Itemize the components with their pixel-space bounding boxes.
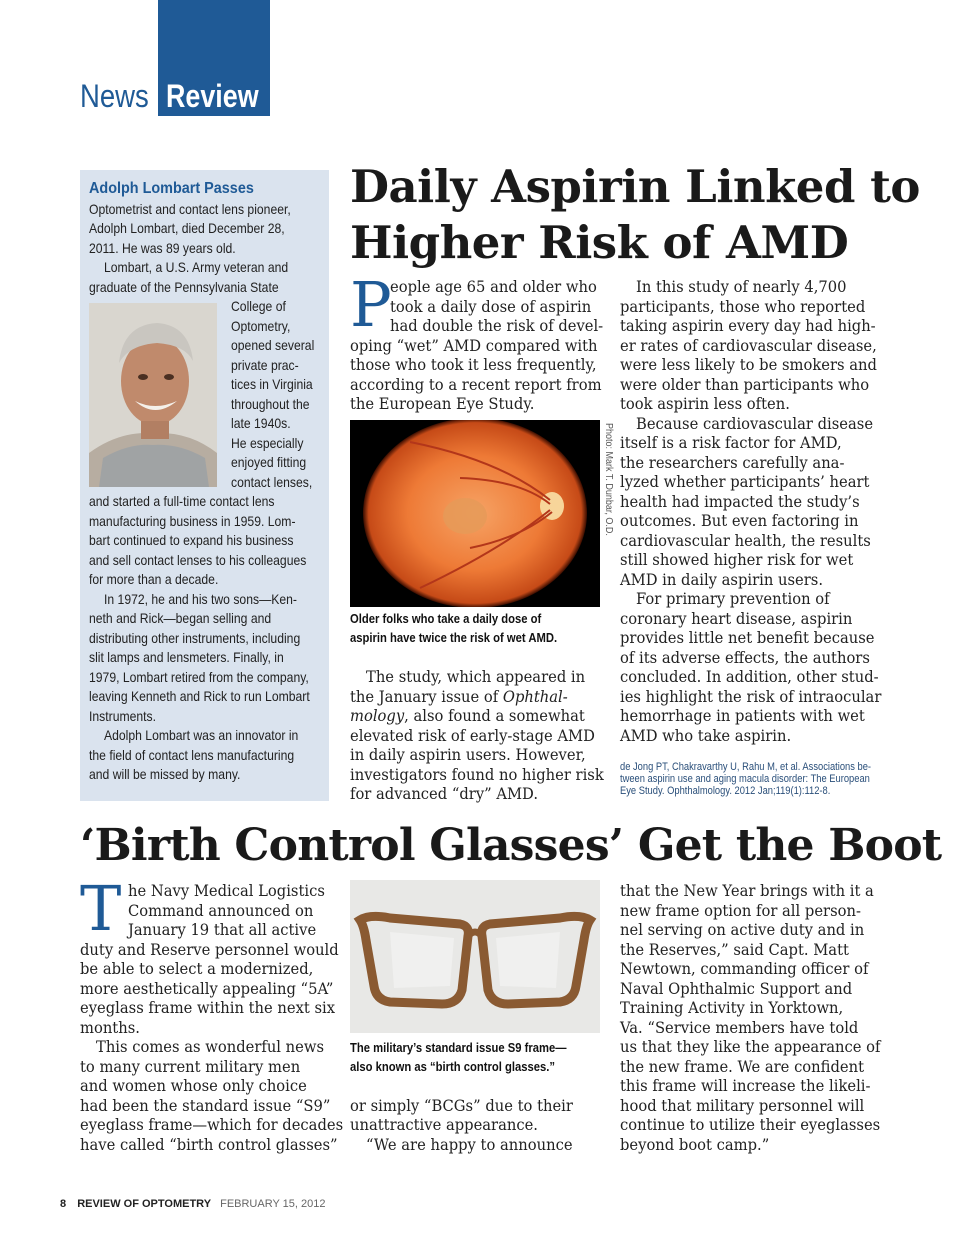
photo-credit: Photo: Mark T. Dunbar, O.D. [603, 423, 614, 536]
article2-line: more aesthetically appealing “5A” [80, 979, 334, 998]
article1-col2-line: taking aspirin every day had high- [620, 316, 876, 335]
article1-line: for advanced “dry” AMD. [350, 784, 539, 803]
article1-line: those who took it less frequently, [350, 355, 597, 374]
page-footer [60, 1198, 325, 1210]
sidebar-line: leaving Kenneth and Rick to run Lombart [89, 688, 310, 704]
sidebar-line: He especially [231, 435, 304, 451]
article1-col2-line: concluded. In addition, other stud- [620, 667, 879, 686]
article2-col3-line: the new frame. We are confident [620, 1057, 865, 1076]
sidebar-line: Optometrist and contact lens pioneer, [89, 201, 291, 217]
article1-dropcap: P [350, 268, 392, 341]
article1-col2-line: itself is a risk factor for AMD, [620, 433, 842, 452]
article2-line: had been the standard issue “S9” [80, 1096, 331, 1115]
article2-col3-line: us that they like the appearance of [620, 1037, 881, 1056]
sidebar-line: manufacturing business in 1959. Lom- [89, 513, 296, 529]
sidebar-line: tices in Virginia [231, 376, 313, 392]
citation-line: Eye Study. Ophthalmology. 2012 Jan;119(1):112-8. [620, 785, 831, 797]
sidebar-line: Lombart, a U.S. Army veteran and [104, 259, 289, 275]
portrait-illustration [89, 303, 217, 487]
article1-col2-line: lyzed whether participants’ heart [620, 472, 870, 491]
sidebar-line: bart continued to expand his business [89, 532, 294, 548]
article1-col2-line: took aspirin less often. [620, 394, 790, 413]
glasses-illustration [350, 880, 600, 1033]
fundus-caption-line: Older folks who take a daily dose of [350, 612, 542, 626]
sidebar-line: College of [231, 298, 286, 314]
sidebar-line: slit lamps and lensmeters. Finally, in [89, 649, 284, 665]
sidebar-line: neth and Rick—began selling and [89, 610, 272, 626]
article1-col2-line: were less likely to be smokers and [620, 355, 877, 374]
article1-col2-line: cardiovascular health, the results [620, 531, 871, 550]
citation-line: tween aspirin use and aging macula disorder: The European [620, 773, 870, 785]
article1-line: the European Eye Study. [350, 394, 535, 413]
sidebar-line: enjoyed fitting [231, 454, 307, 470]
article2-col3-line: Newtown, commanding officer of [620, 959, 869, 978]
article1-line: mology, also found a somewhat [350, 706, 585, 725]
sidebar-line: the field of contact lens manufacturing [89, 747, 295, 763]
article2-line: This comes as wonderful news [96, 1037, 325, 1056]
sidebar-line: and started a full-time contact lens [89, 493, 275, 509]
article2-line: to many current military men [80, 1057, 301, 1076]
article2-line: eyeglass frame—which for decades [80, 1115, 344, 1134]
citation-line: de Jong PT, Chakravarthy U, Rahu M, et al. Associations be- [620, 761, 872, 773]
fundus-photo [350, 420, 600, 607]
sidebar-line: graduate of the Pennsylvania State [89, 279, 279, 295]
article2-col3-line: hood that military personnel will [620, 1096, 865, 1115]
sidebar-line: contact lenses, [231, 474, 313, 490]
article1-title-line1: Daily Aspirin Linked to [350, 160, 920, 213]
article2-title: ‘Birth Control Glasses’ Get the Boot [80, 820, 942, 871]
article2-line: duty and Reserve personnel would [80, 940, 339, 959]
sidebar-line: late 1940s. [231, 415, 291, 431]
article1-col2-line: er rates of cardiovascular disease, [620, 336, 877, 355]
sidebar-line: Instruments. [89, 708, 157, 724]
sidebar-line: Adolph Lombart was an innovator in [104, 727, 299, 743]
article2-line: months. [80, 1018, 140, 1037]
article1-line: according to a recent report from [350, 375, 602, 394]
article1-col2-line: coronary heart disease, aspirin [620, 609, 853, 628]
article1-col2-line: of its adverse effects, the authors [620, 648, 870, 667]
article1-line: in daily aspirin users. However, [350, 745, 586, 764]
article2-line: eyeglass frame within the next six [80, 998, 336, 1017]
sidebar-line: 2011. He was 89 years old. [89, 240, 236, 256]
section-label-news: News [80, 78, 149, 114]
sidebar-line: private prac- [231, 357, 299, 373]
article2-col3-line: Naval Ophthalmic Support and [620, 979, 853, 998]
retina-illustration [350, 420, 600, 607]
article1-col2-line: were older than participants who [620, 375, 870, 394]
article1-col2-line: participants, those who reported [620, 297, 866, 316]
article2-line: and women whose only choice [80, 1076, 307, 1095]
article1-col2-line: AMD in daily aspirin users. [620, 570, 824, 589]
sidebar-line: opened several [231, 337, 315, 353]
glasses-photo [350, 880, 600, 1033]
article2-line: he Navy Medical Logistics [128, 881, 325, 900]
article1-col2-line: the researchers carefully ana- [620, 453, 845, 472]
article1-col2-line: still showed higher risk for wet [620, 550, 854, 569]
issue-date: FEBRUARY 15, 2012 [220, 1198, 326, 1210]
sidebar-line: for more than a decade. [89, 571, 219, 587]
sidebar-title: Adolph Lombart Passes [89, 180, 254, 197]
article1-line: The study, which appeared in [366, 667, 586, 686]
article2-col3-line: nel serving on active duty and in [620, 920, 865, 939]
sidebar-line: Optometry, [231, 318, 291, 334]
article1-col2-line: AMD who take aspirin. [620, 726, 792, 745]
article1-line: investigators found no higher risk [350, 765, 604, 784]
sidebar-line: and sell contact lenses to his colleagues [89, 552, 307, 568]
article1-title-line2: Higher Risk of AMD [350, 216, 849, 269]
section-label-review: Review [166, 78, 259, 114]
article2-col3-line: Va. “Service members have told [620, 1018, 859, 1037]
portrait-photo [89, 303, 217, 487]
article2-col3-line: that the New Year brings with it a [620, 881, 874, 900]
article1-line: eople age 65 and older who [390, 277, 597, 296]
fundus-caption-line: aspirin have twice the risk of wet AMD. [350, 631, 558, 645]
sidebar-line: and will be missed by many. [89, 766, 241, 782]
page-number: 8 [60, 1198, 67, 1210]
article1-col2-line: In this study of nearly 4,700 [636, 277, 847, 296]
article2-line: Command announced on [128, 901, 314, 920]
sidebar-line: Adolph Lombart, died December 28, [89, 220, 285, 236]
article2-col3-line: this frame will increase the likeli- [620, 1076, 871, 1095]
sidebar-line: 1979, Lombart retired from the company, [89, 669, 309, 685]
article2-col3-line: the Reserves,” said Capt. Matt [620, 940, 849, 959]
article1-col2-line: health had impacted the study’s [620, 492, 860, 511]
glasses-caption-line: also known as “birth control glasses.” [350, 1060, 556, 1074]
article1-line: oping “wet” AMD compared with [350, 336, 598, 355]
article1-line: took a daily dose of aspirin [390, 297, 592, 316]
article1-col2-line: Because cardiovascular disease [636, 414, 874, 433]
article2-line: January 19 that all active [128, 920, 317, 939]
article1-col2-line: provides little net benefit because [620, 628, 875, 647]
article2-line: have called “birth control glasses” [80, 1135, 338, 1154]
article1-col2-line: hemorrhage in patients with wet [620, 706, 865, 725]
article1-line: the January issue of Ophthal- [350, 687, 568, 706]
sidebar-line: throughout the [231, 396, 310, 412]
magazine-name: REVIEW OF OPTOMETRY [77, 1198, 212, 1210]
article2-col3-line: Training Activity in Yorktown, [620, 998, 844, 1017]
article2-line: be able to select a modernized, [80, 959, 314, 978]
article1-col2-line: outcomes. But even factoring in [620, 511, 859, 530]
glasses-caption-line: The military’s standard issue S9 frame— [350, 1041, 567, 1055]
article1-col2-line: ies highlight the risk of intraocular [620, 687, 882, 706]
sidebar-line: In 1972, he and his two sons—Ken- [104, 591, 297, 607]
article2-col2-line: “We are happy to announce [366, 1135, 573, 1154]
article2-dropcap: T [80, 872, 122, 945]
sidebar-line: distributing other instruments, including [89, 630, 301, 646]
article1-line: had double the risk of devel- [390, 316, 604, 335]
article2-col3-line: beyond boot camp.” [620, 1135, 770, 1154]
article2-col2-line: unattractive appearance. [350, 1115, 538, 1134]
article1-line: elevated risk of early-stage AMD [350, 726, 595, 745]
article2-col3-line: continue to utilize their eyeglasses [620, 1115, 881, 1134]
article2-col3-line: new frame option for all person- [620, 901, 861, 920]
article2-col2-line: or simply “BCGs” due to their [350, 1096, 573, 1115]
article1-col2-line: For primary prevention of [636, 589, 830, 608]
